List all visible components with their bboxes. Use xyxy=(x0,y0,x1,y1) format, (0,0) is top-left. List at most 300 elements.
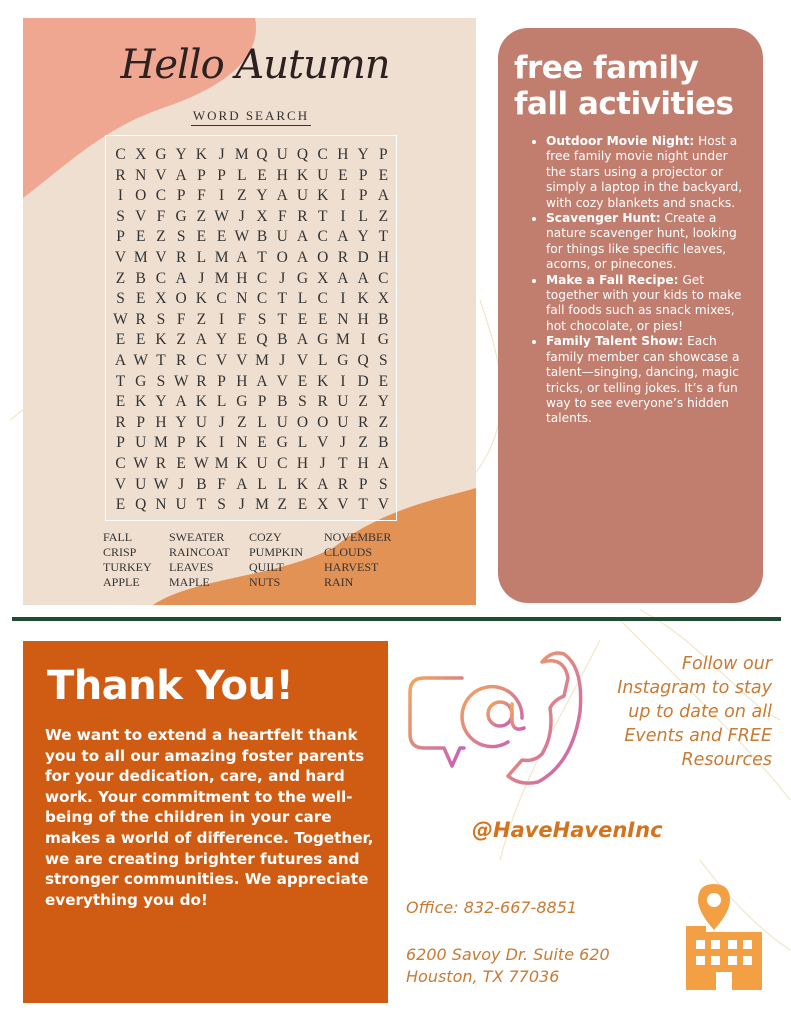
letter-cell: L xyxy=(297,434,308,452)
letter-cell: U xyxy=(195,413,207,431)
letter-cell: M xyxy=(214,249,229,266)
letter-cell: Q xyxy=(296,146,309,163)
letter-cell: M xyxy=(214,269,229,287)
letter-cell: X xyxy=(256,207,268,225)
letter-cell: I xyxy=(360,331,366,349)
letter-cell: G xyxy=(155,146,167,163)
letter-cell: F xyxy=(197,187,206,205)
thank-you-body: We want to extend a heartfelt thank you to all our amazing foster parents for your dedication, care, and hard work. Your commitment to the well-being of the children in your care makes a world of difference. Together, we are creating brighter futures and stronger communities. We appreciate everything you do! xyxy=(45,726,374,909)
activity-label: Scavenger Hunt: xyxy=(546,211,661,226)
letter-row xyxy=(112,290,392,310)
letter-cell: C xyxy=(115,146,126,163)
letter-cell: H xyxy=(357,455,369,472)
letter-cell: S xyxy=(379,475,388,493)
letter-cell: A xyxy=(195,331,207,349)
letter-cell: A xyxy=(377,455,389,472)
letter-cell: L xyxy=(277,475,287,493)
letter-cell: P xyxy=(176,187,186,205)
letter-cell: A xyxy=(276,187,288,205)
address xyxy=(406,944,666,988)
letter-cell: Z xyxy=(378,413,389,431)
letter-cell: A xyxy=(296,228,309,246)
letter-cell: N xyxy=(155,496,167,514)
activity-text: Create a nature scavenger hunt, looking for things like specific leaves, acorns, or pinecones. xyxy=(546,211,737,272)
letter-cell: R xyxy=(175,249,187,266)
letter-cell: S xyxy=(176,228,186,246)
letter-cell: R xyxy=(337,249,349,266)
letter-cell: F xyxy=(156,207,166,225)
letter-cell: A xyxy=(114,352,127,369)
word-item: FALL xyxy=(103,530,133,544)
letter-cell: C xyxy=(155,187,167,205)
letter-row xyxy=(112,311,392,331)
letter-cell: G xyxy=(276,434,288,452)
letter-cell: E xyxy=(297,372,308,390)
letter-cell: U xyxy=(276,146,288,163)
letter-cell: T xyxy=(277,290,287,308)
letter-cell: K xyxy=(195,393,207,411)
letter-cell: M xyxy=(255,352,269,369)
letter-cell: U xyxy=(276,228,288,246)
letter-cell: J xyxy=(279,352,286,369)
letter-cell: A xyxy=(175,269,187,287)
letter-cell: B xyxy=(277,393,288,411)
word-item: NUTS xyxy=(249,575,281,589)
letter-cell: K xyxy=(317,187,329,205)
letter-cell: C xyxy=(256,269,268,287)
letter-row xyxy=(112,496,392,516)
chat-at-phone-icon xyxy=(404,648,584,788)
letter-cell: O xyxy=(296,413,309,431)
letter-cell: E xyxy=(297,310,308,328)
letter-cell: O xyxy=(317,249,329,266)
letter-cell: Z xyxy=(196,310,207,328)
letter-cell: S xyxy=(156,310,166,328)
letter-cell: M xyxy=(234,146,249,163)
activity-item xyxy=(546,211,746,273)
letter-cell: G xyxy=(236,393,248,411)
letter-cell: U xyxy=(337,413,349,431)
letter-cell: S xyxy=(257,310,267,328)
letter-row xyxy=(112,249,392,269)
letter-cell: J xyxy=(339,434,346,452)
letter-cell: K xyxy=(195,290,207,308)
instagram-handle[interactable]: @HaveHavenInc xyxy=(472,818,663,842)
letter-cell: O xyxy=(135,187,147,205)
letter-cell: N xyxy=(236,290,248,308)
letter-cell: F xyxy=(217,475,226,493)
letter-cell: Q xyxy=(256,331,268,349)
word-item: QUILT xyxy=(249,560,284,574)
letter-cell: D xyxy=(357,249,369,266)
letter-cell: W xyxy=(113,310,128,328)
letter-cell: E xyxy=(378,166,389,184)
letter-cell: K xyxy=(135,393,147,411)
letter-cell: P xyxy=(358,475,368,493)
letter-grid xyxy=(105,135,397,521)
activity-text: Each family member can showcase a talent—singing, dancing, magic tricks, or telling jokes. It’s a fun way to see everyone’s hidden talents. xyxy=(546,334,740,426)
letter-cell: G xyxy=(377,331,389,349)
letter-cell: L xyxy=(216,393,227,411)
letter-cell: V xyxy=(276,372,288,390)
word-item: LEAVES xyxy=(169,560,214,574)
building-location-icon xyxy=(684,882,764,992)
activity-item xyxy=(546,334,746,426)
letter-cell: R xyxy=(135,310,146,328)
letter-cell: T xyxy=(378,228,389,246)
letter-cell: E xyxy=(135,290,146,308)
letter-cell: E xyxy=(115,393,126,411)
letter-cell: M xyxy=(336,331,350,349)
letter-cell: Q xyxy=(256,146,268,163)
letter-cell: J xyxy=(238,496,245,514)
letter-cell: E xyxy=(115,331,126,349)
letter-cell: H xyxy=(357,310,369,328)
letter-cell: S xyxy=(379,352,388,369)
letter-cell: M xyxy=(214,455,229,472)
letter-cell: A xyxy=(236,475,248,493)
letter-cell: J xyxy=(218,146,225,163)
word-item: MAPLE xyxy=(169,575,210,589)
letter-cell: Z xyxy=(378,207,389,225)
letter-cell: S xyxy=(217,496,226,514)
office-phone: Office: 832-667-8851 xyxy=(406,898,578,917)
thank-you-card xyxy=(23,641,388,1003)
letter-cell: E xyxy=(257,434,267,452)
letter-cell: F xyxy=(277,207,287,225)
letter-cell: U xyxy=(135,475,147,493)
letter-cell: X xyxy=(317,269,329,287)
letter-cell: S xyxy=(116,207,125,225)
letter-cell: C xyxy=(317,146,328,163)
letter-cell: G xyxy=(296,269,309,287)
letter-cell: Y xyxy=(357,228,369,246)
letter-cell: P xyxy=(257,393,267,411)
letter-cell: U xyxy=(296,187,309,205)
letter-cell: J xyxy=(218,413,225,431)
activity-text: Get together with your kids to make fall foods such as snack mixes, hot chocolate, or pies! xyxy=(546,272,742,333)
letter-cell: X xyxy=(135,146,147,163)
letter-cell: Z xyxy=(277,496,287,514)
word-item: SWEATER xyxy=(169,530,225,544)
letter-cell: V xyxy=(114,475,127,493)
letter-cell: A xyxy=(175,393,187,411)
letter-cell: U xyxy=(135,434,147,452)
letter-cell: C xyxy=(277,455,288,472)
letter-cell: O xyxy=(175,290,187,308)
letter-cell: F xyxy=(176,310,186,328)
letter-cell: H xyxy=(377,249,389,266)
letter-cell: A xyxy=(377,187,389,205)
letter-cell: Y xyxy=(155,393,167,411)
letter-row xyxy=(112,167,392,187)
letter-row xyxy=(112,455,392,475)
activities-list xyxy=(526,134,746,427)
letter-cell: K xyxy=(236,455,248,472)
word-list xyxy=(103,530,413,590)
letter-cell: Y xyxy=(256,187,268,205)
letter-cell: E xyxy=(257,166,267,184)
letter-cell: N xyxy=(236,434,248,452)
letter-cell: J xyxy=(279,269,286,287)
letter-cell: Y xyxy=(377,393,389,411)
letter-row xyxy=(112,270,392,290)
letter-cell: I xyxy=(340,187,346,205)
section-divider xyxy=(12,617,781,621)
letter-cell: L xyxy=(358,207,368,225)
letter-cell: U xyxy=(337,393,349,411)
letter-cell: J xyxy=(198,269,205,287)
word-item: CLOUDS xyxy=(324,545,373,559)
letter-cell: U xyxy=(276,413,288,431)
letter-cell: C xyxy=(317,290,328,308)
letter-cell: Z xyxy=(358,434,368,452)
letter-cell: H xyxy=(337,146,349,163)
letter-cell: V xyxy=(236,352,248,369)
letter-cell: I xyxy=(219,310,225,328)
letter-cell: L xyxy=(257,413,267,431)
letter-cell: E xyxy=(297,496,308,514)
letter-cell: A xyxy=(236,249,248,266)
letter-cell: R xyxy=(196,372,207,390)
word-item: TURKEY xyxy=(103,560,152,574)
letter-cell: G xyxy=(135,372,147,390)
word-item: RAINCOAT xyxy=(169,545,230,559)
word-search-card xyxy=(23,18,476,605)
letter-cell: A xyxy=(256,372,268,390)
letter-cell: B xyxy=(135,269,146,287)
letter-cell: W xyxy=(133,455,149,472)
letter-cell: Z xyxy=(237,187,247,205)
letter-cell: Z xyxy=(196,207,207,225)
letter-cell: R xyxy=(115,413,126,431)
letter-cell: A xyxy=(296,249,309,266)
letter-cell: X xyxy=(377,290,389,308)
letter-cell: Z xyxy=(358,393,368,411)
letter-cell: J xyxy=(238,207,245,225)
letter-cell: I xyxy=(340,372,346,390)
letter-cell: T xyxy=(358,496,368,514)
letter-cell: Y xyxy=(175,413,187,431)
letter-cell: E xyxy=(176,455,186,472)
letter-cell: E xyxy=(196,228,207,246)
letter-cell: V xyxy=(377,496,389,514)
letter-cell: S xyxy=(156,372,166,390)
letter-cell: D xyxy=(357,372,369,390)
letter-cell: Y xyxy=(357,146,369,163)
letter-cell: R xyxy=(155,455,167,472)
letter-cell: H xyxy=(296,455,309,472)
letter-cell: I xyxy=(340,207,346,225)
letter-cell: A xyxy=(296,331,309,349)
activity-label: Outdoor Movie Night: xyxy=(546,134,695,148)
letter-cell: R xyxy=(337,475,349,493)
letter-cell: E xyxy=(338,166,348,184)
activities-title: free family fall activities xyxy=(514,50,734,122)
letter-cell: B xyxy=(378,310,389,328)
letter-row xyxy=(112,393,392,413)
letter-cell: C xyxy=(256,290,268,308)
letter-cell: K xyxy=(155,331,167,349)
word-item: NOVEMBER xyxy=(324,530,392,544)
letter-cell: T xyxy=(277,310,287,328)
letter-cell: W xyxy=(194,455,209,472)
thank-you-title: Thank You! xyxy=(47,663,294,709)
letter-cell: U xyxy=(175,496,187,514)
letter-cell: V xyxy=(215,352,228,369)
letter-cell: Y xyxy=(215,331,228,349)
letter-cell: G xyxy=(337,352,349,369)
letter-cell: L xyxy=(297,290,308,308)
letter-cell: H xyxy=(236,372,248,390)
letter-cell: P xyxy=(176,434,186,452)
letter-cell: P xyxy=(217,372,226,390)
letter-cell: K xyxy=(296,475,309,493)
letter-cell: V xyxy=(155,166,167,184)
word-item: RAIN xyxy=(324,575,354,589)
activity-item xyxy=(546,273,746,335)
letter-cell: X xyxy=(317,496,329,514)
letter-cell: I xyxy=(117,187,124,205)
letter-cell: T xyxy=(257,249,267,266)
letter-row xyxy=(112,434,392,454)
letter-cell: T xyxy=(196,496,207,514)
letter-cell: Z xyxy=(237,413,247,431)
letter-cell: E xyxy=(317,310,328,328)
letter-cell: U xyxy=(317,166,329,184)
letter-row xyxy=(112,476,392,496)
word-item: PUMPKIN xyxy=(249,545,304,559)
word-search-title: Hello Autumn xyxy=(120,42,390,88)
letter-cell: L xyxy=(196,249,207,266)
letter-row xyxy=(112,187,392,207)
letter-cell: A xyxy=(357,269,369,287)
letter-row xyxy=(112,228,392,248)
letter-cell: V xyxy=(296,352,309,369)
letter-cell: K xyxy=(195,146,207,163)
letter-cell: A xyxy=(337,228,349,246)
letter-cell: A xyxy=(175,166,187,184)
letter-cell: P xyxy=(358,187,368,205)
letter-cell: P xyxy=(116,434,125,452)
activity-text: Host a free family movie night under the stars using a projector or simply a laptop in the backyard, with cozy blankets and snacks. xyxy=(546,134,743,210)
letter-cell: N xyxy=(135,166,147,184)
letter-cell: W xyxy=(214,207,229,225)
letter-cell: H xyxy=(155,413,167,431)
activities-card xyxy=(498,28,763,603)
letter-cell: G xyxy=(317,331,329,349)
letter-cell: T xyxy=(338,455,348,472)
letter-cell: S xyxy=(298,393,307,411)
letter-cell: I xyxy=(219,187,225,205)
letter-cell: P xyxy=(136,413,146,431)
letter-cell: Y xyxy=(175,146,187,163)
letter-cell: C xyxy=(155,269,167,287)
word-item: CRISP xyxy=(103,545,137,559)
letter-cell: P xyxy=(197,166,206,184)
letter-row xyxy=(112,373,392,393)
letter-cell: R xyxy=(317,393,328,411)
letter-cell: E xyxy=(135,228,146,246)
letter-cell: B xyxy=(256,228,268,246)
letter-cell: E xyxy=(135,331,146,349)
letter-cell: E xyxy=(115,496,126,514)
letter-cell: B xyxy=(378,434,389,452)
word-item: COZY xyxy=(249,530,282,544)
letter-cell: H xyxy=(276,166,288,184)
letter-cell: C xyxy=(196,352,207,369)
letter-cell: W xyxy=(173,372,189,390)
activity-item xyxy=(546,134,746,211)
letter-cell: O xyxy=(276,249,288,266)
letter-cell: A xyxy=(337,269,349,287)
letter-cell: L xyxy=(257,475,267,493)
letter-row xyxy=(112,146,392,166)
letter-cell: G xyxy=(175,207,187,225)
word-item: APPLE xyxy=(103,575,140,589)
letter-cell: W xyxy=(133,352,149,369)
letter-cell: C xyxy=(115,455,126,472)
letter-cell: T xyxy=(115,372,126,390)
letter-cell: P xyxy=(217,166,226,184)
letter-cell: R xyxy=(297,207,308,225)
letter-cell: R xyxy=(357,413,369,431)
letter-cell: P xyxy=(379,146,388,163)
word-item: HARVEST xyxy=(324,560,379,574)
letter-cell: M xyxy=(133,249,148,266)
letter-cell: L xyxy=(317,352,328,369)
letter-cell: F xyxy=(237,310,247,328)
letter-cell: K xyxy=(296,166,309,184)
letter-cell: Q xyxy=(135,496,147,514)
letter-cell: B xyxy=(196,475,207,493)
letter-cell: B xyxy=(277,331,288,349)
letter-cell: C xyxy=(378,269,389,287)
letter-row xyxy=(112,414,392,434)
letter-cell: K xyxy=(195,434,207,452)
letter-cell: R xyxy=(115,166,126,184)
letter-cell: A xyxy=(317,475,329,493)
letter-cell: V xyxy=(114,249,127,266)
letter-cell: W xyxy=(234,228,250,246)
activity-label: Make a Fall Recipe: xyxy=(546,272,679,287)
letter-row xyxy=(112,352,392,372)
letter-cell: V xyxy=(337,496,349,514)
address-line-2: Houston, TX 77036 xyxy=(406,967,560,986)
letter-cell: T xyxy=(317,207,328,225)
letter-cell: V xyxy=(155,249,167,266)
letter-cell: V xyxy=(135,207,147,225)
letter-cell: H xyxy=(236,269,248,287)
word-search-subtitle: WORD SEARCH xyxy=(191,108,311,126)
letter-cell: U xyxy=(256,455,268,472)
letter-cell: E xyxy=(216,228,227,246)
letter-cell: I xyxy=(340,290,346,308)
letter-cell: M xyxy=(255,496,269,514)
letter-row xyxy=(112,208,392,228)
letter-cell: E xyxy=(237,331,247,349)
letter-cell: S xyxy=(116,290,125,308)
letter-cell: Z xyxy=(176,331,186,349)
letter-cell: N xyxy=(337,310,349,328)
letter-row xyxy=(112,331,392,351)
letter-cell: M xyxy=(154,434,168,452)
letter-cell: K xyxy=(317,372,329,390)
letter-cell: Z xyxy=(156,228,166,246)
letter-cell: I xyxy=(219,434,225,452)
letter-cell: L xyxy=(237,166,247,184)
letter-cell: T xyxy=(156,352,166,369)
